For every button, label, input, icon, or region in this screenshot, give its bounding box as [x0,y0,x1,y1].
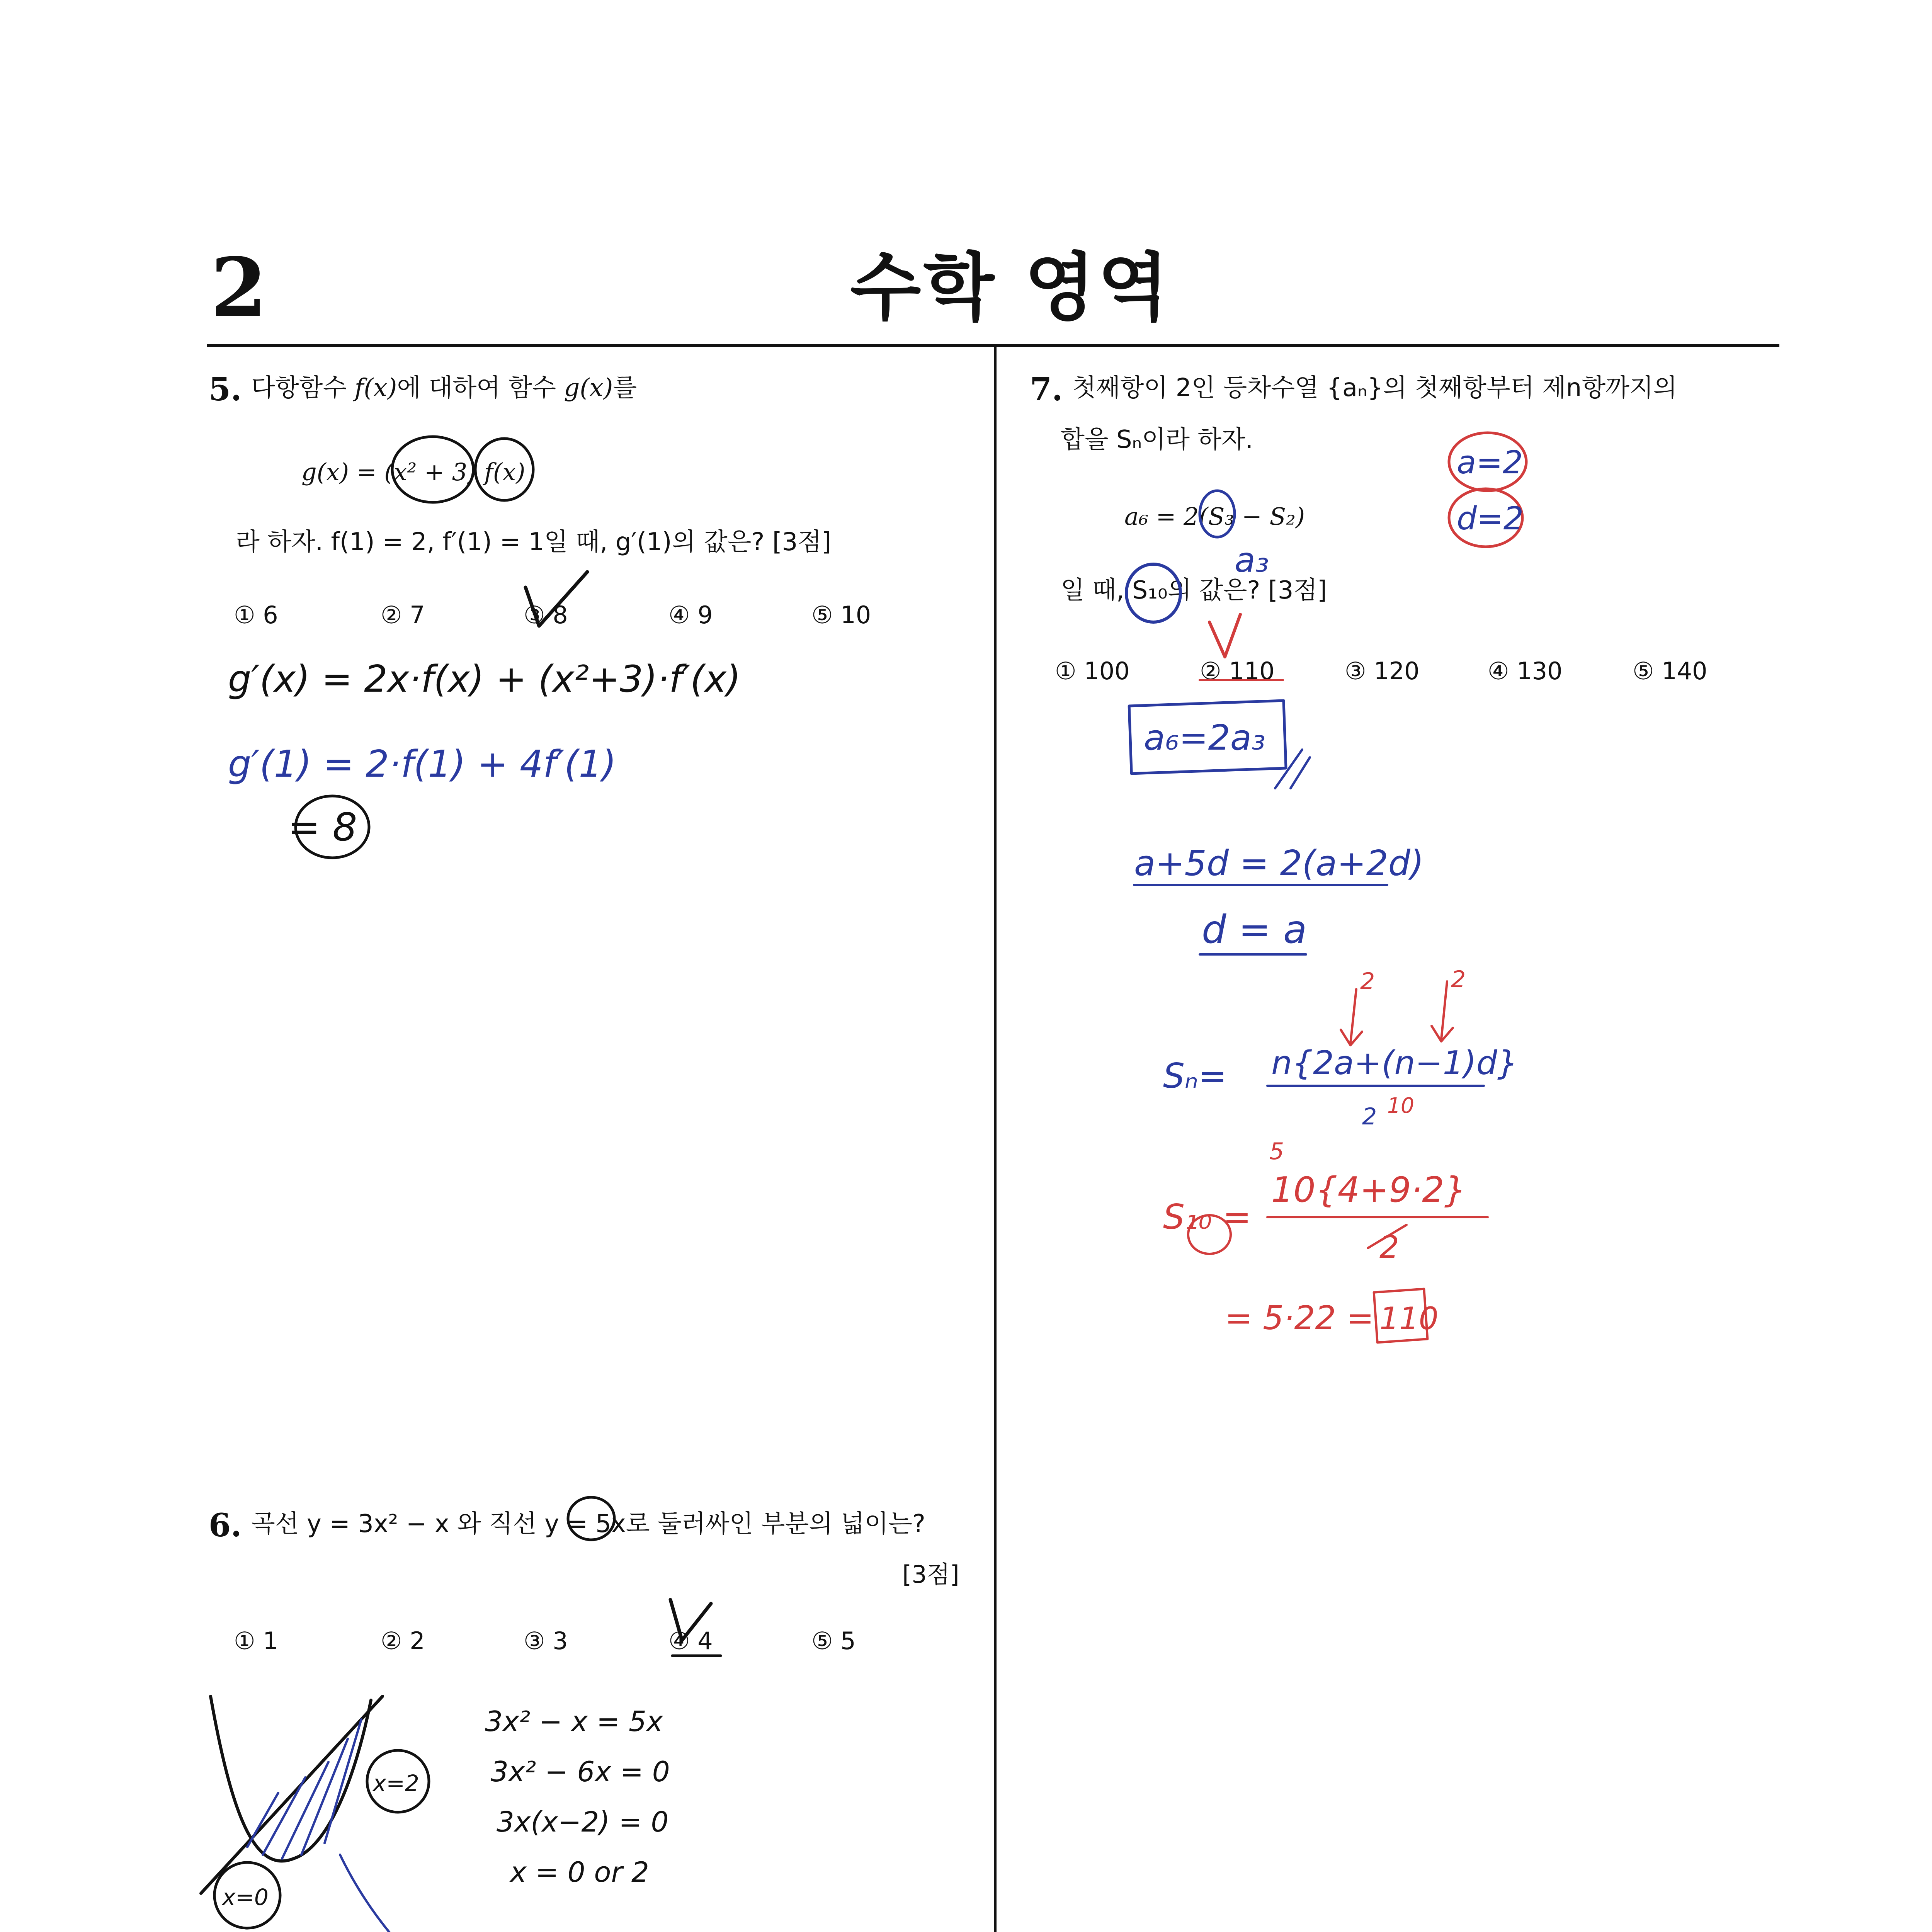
question-7-condition: 일 때, S₁₀의 값은? [3점] [1061,576,1327,605]
question-7-stem-line2: 합을 Sₙ이라 하자. [1061,425,1253,454]
choice-1[interactable]: ① 6 [234,601,278,629]
q5-stem-part: 에 대하여 함수 [397,374,564,402]
q5-circle-fx [475,439,533,500]
q6-parabola [211,1696,371,1861]
q7-hw-d-eq: d=2 [1457,500,1524,537]
choice-2[interactable]: ② 2 [381,1627,425,1655]
q6-hatch [247,1719,361,1859]
question-6-number: 6. [209,1507,242,1544]
q7-hw-s10-label: S₁₀ = [1163,1197,1252,1237]
q7-hw-eq2: d = a [1202,907,1307,952]
q6-hw-eq4: x = 0 or 2 [510,1856,649,1888]
choice-5[interactable]: ⑤ 10 [811,601,871,629]
q7-hw-eq1: a+5d = 2(a+2d) [1134,843,1424,884]
q7-hw-s10-box: 110 [1379,1301,1439,1337]
question-5-formula: g(x) = (x² + 3) f(x) [301,458,526,486]
q7-hw-arrow-num1: 2 [1360,968,1375,995]
question-7-formula: a₆ = 2(S₃ − S₂) [1124,502,1305,531]
choice-1[interactable]: ① 1 [234,1627,278,1655]
question-7-stem-line1: 첫째항이 2인 등차수열 {aₙ}의 첫째항부터 제n항까지의 [1072,374,1677,402]
q7-arrow-2 [1432,981,1453,1041]
q6-hw-label-x2: x=2 [373,1770,419,1796]
choice-3[interactable]: ③ 8 [524,601,568,629]
q7-hw-sn-bot: 2 [1362,1103,1377,1130]
choice-4[interactable]: ④ 9 [668,601,713,629]
q6-check-mark [670,1600,711,1640]
q6-hw-eq3: 3x(x−2) = 0 [497,1806,669,1838]
q5-hw-line2: g′(1) = 2·f(1) + 4f′(1) [228,743,617,786]
q6-line [201,1696,383,1893]
q5-check-mark [526,572,587,626]
choice-3[interactable]: ③ 120 [1345,657,1420,685]
q6-hw-label-x0: x=0 [222,1884,269,1910]
question-5-number: 5. [209,371,242,408]
q7-hw-a-eq: a=2 [1457,444,1523,481]
choice-2[interactable]: ② 110 [1200,657,1275,685]
q7-circle-s10 [1126,564,1180,622]
q7-hw-a3: a₃ [1235,540,1269,580]
subject-title: 수학 영역 [850,245,1171,330]
q5-fx: f(x) [354,374,397,402]
choice-5[interactable]: ⑤ 140 [1633,657,1708,685]
q6-hw-eq1: 3x² − x = 5x [485,1705,663,1738]
q7-hw-arrow-num2: 2 [1451,966,1466,993]
q7-circle-s3 [1200,491,1235,537]
q7-hw-s10-top: 10{4+9·2} [1271,1170,1466,1210]
choice-2[interactable]: ② 7 [381,601,425,629]
q7-hw-s10-five: 5 [1269,1138,1284,1165]
question-6-stem: 곡선 y = 3x² − x 와 직선 y = 5x로 둘러싸인 부분의 넓이는? [251,1510,925,1538]
q7-hw-sn-top: n{2a+(n−1)d} [1271,1044,1518,1082]
choice-4[interactable]: ④ 4 [668,1627,713,1655]
q5-circle-x2plus3 [392,437,473,502]
q7-arrow-1 [1341,989,1362,1045]
q5-gx: g(x) [564,374,613,402]
question-5-condition: 라 하자. f(1) = 2, f′(1) = 1일 때, g′(1)의 값은? [3점] [236,528,832,556]
question-6-points: [3점] [902,1560,959,1588]
q7-hw-sn-label: Sₙ= [1163,1056,1227,1096]
q7-hw-s10-bot: 2 [1379,1229,1399,1265]
choice-5[interactable]: ⑤ 5 [811,1627,856,1655]
q7-hw-box: a₆=2a₃ [1144,718,1266,758]
choice-3[interactable]: ③ 3 [524,1627,568,1655]
q5-hw-line3: = 8 [288,804,357,850]
q6-circle-5x [568,1497,614,1540]
q5-hw-line1: g′(x) = 2x·f(x) + (x²+3)·f′(x) [228,658,741,701]
q5-stem-part: 다항함수 [251,374,355,402]
choice-4[interactable]: ④ 130 [1488,657,1563,685]
choice-1[interactable]: ① 100 [1055,657,1130,685]
q7-check-mark [1209,614,1240,657]
page-number: 2 [211,240,267,335]
q5-stem-part: 를 [613,374,637,402]
q7-hw-sn-note: 10 [1387,1093,1414,1118]
question-7-number: 7. [1030,371,1063,408]
q6-hw-eq2: 3x² − 6x = 0 [491,1755,670,1788]
q7-hw-s10-result: = 5·22 = [1225,1299,1374,1337]
